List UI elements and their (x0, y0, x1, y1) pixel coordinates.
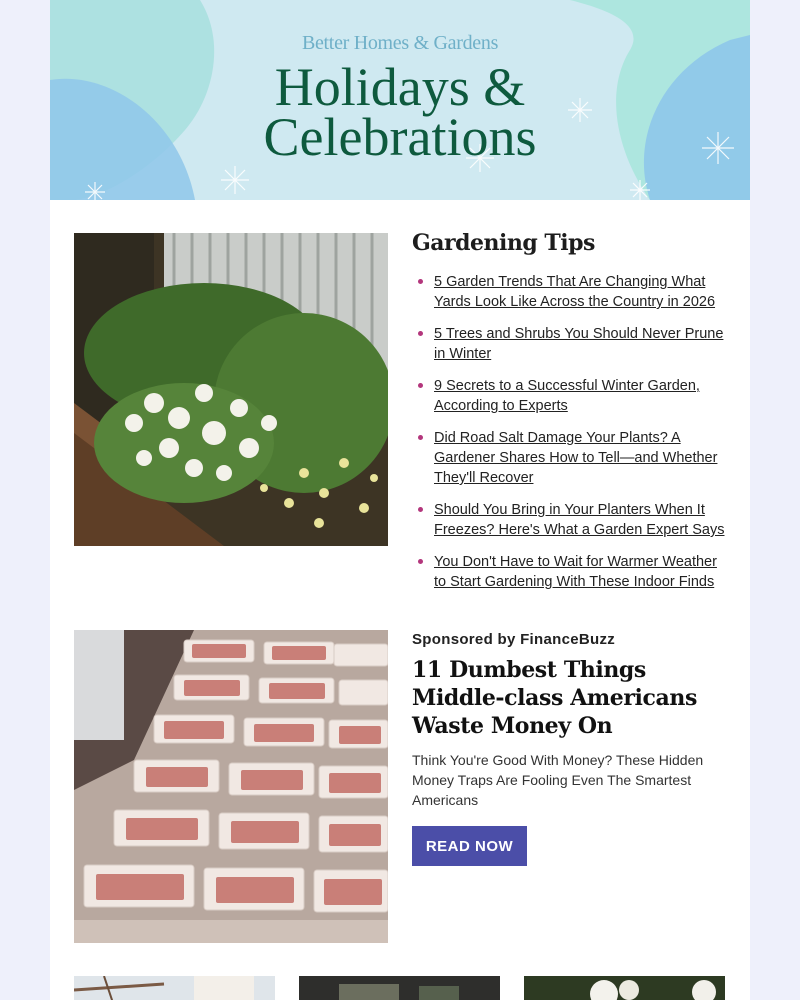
list-item (412, 324, 732, 364)
ad-description: Think You're Good With Money? These Hidden Money Traps Are Fooling Even The Smartest Americans (412, 752, 704, 808)
ad-headline[interactable]: 11 Dumbest Things Middle-class Americans Waste Money On (412, 657, 697, 739)
thumbnail-image[interactable] (74, 976, 275, 1000)
tip-link[interactable]: 5 Garden Trends That Are Changing What Yards Look Like Across the Country in 2026 (434, 274, 716, 310)
tip-link[interactable]: Did Road Salt Damage Your Plants? A Gardener Shares How to Tell—and Whether They'll Recover (434, 430, 718, 486)
thumbnail-image[interactable] (524, 976, 725, 1000)
section-headline (50, 57, 750, 167)
tip-link[interactable]: You Don't Have to Wait for Warmer Weather to Start Gardening With These Indoor Finds (434, 554, 717, 590)
meat-case-image[interactable] (74, 630, 388, 943)
bullet-icon (418, 559, 423, 564)
list-item (412, 376, 732, 416)
bullet-icon (418, 435, 423, 440)
list-item (412, 552, 732, 592)
gardening-tips-list (412, 272, 732, 604)
thumbnail-image[interactable] (299, 976, 500, 1000)
sponsored-label: Sponsored by FinanceBuzz (412, 631, 616, 648)
bullet-icon (418, 507, 423, 512)
header-banner (50, 0, 750, 200)
tip-link[interactable]: 9 Secrets to a Successful Winter Garden, According to Experts (434, 378, 700, 414)
garden-planter-image[interactable] (74, 233, 388, 546)
list-item (412, 428, 732, 488)
headline-line-2: Celebrations (263, 107, 537, 167)
headline-line-1: Holidays & (274, 57, 526, 117)
gardening-tips-title: Gardening Tips (412, 230, 595, 256)
list-item (412, 272, 732, 312)
bullet-icon (418, 383, 423, 388)
bullet-icon (418, 279, 423, 284)
brand-logo[interactable]: Better Homes & Gardens (301, 32, 499, 54)
bullet-icon (418, 331, 423, 336)
read-now-button[interactable]: READ NOW (412, 826, 527, 866)
list-item (412, 500, 732, 540)
tip-link[interactable]: Should You Bring in Your Planters When It Freezes? Here's What a Garden Expert Says (434, 502, 725, 538)
newsletter-container (50, 0, 750, 1000)
tip-link[interactable]: 5 Trees and Shrubs You Should Never Prune in Winter (434, 326, 724, 362)
